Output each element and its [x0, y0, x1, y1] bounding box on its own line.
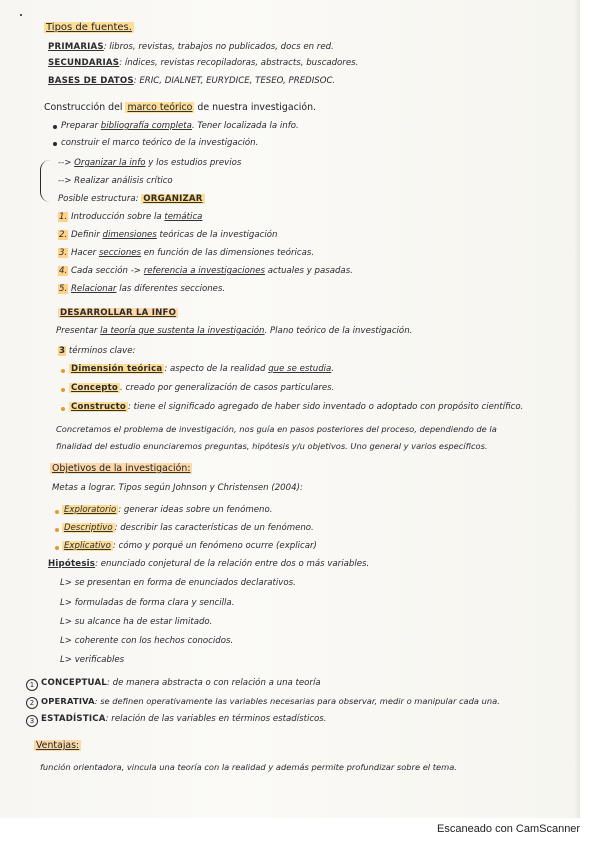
- term: Dimensión teórica: [71, 364, 163, 374]
- underlined: Relacionar: [70, 284, 117, 294]
- text: : describir las características de un fenómeno.: [114, 523, 314, 533]
- text: Introducción sobre la: [70, 212, 162, 222]
- line-finalidad: [56, 441, 488, 452]
- text: --> Realizar análisis crítico: [58, 176, 173, 186]
- line-metas: [52, 483, 303, 494]
- text: L> formuladas de forma clara y sencilla.: [60, 598, 235, 608]
- number: 5.: [59, 284, 68, 294]
- line-explicativo: [62, 541, 317, 552]
- bullet: [55, 510, 59, 514]
- text: en función de las dimensiones teóricas.: [143, 248, 315, 258]
- underlined: bibliografía completa: [100, 121, 192, 131]
- text: : aspecto de la realidad: [164, 364, 266, 374]
- camscanner-watermark: Escaneado con CamScanner: [437, 823, 581, 835]
- highlight: Ventajas:: [36, 740, 80, 751]
- text: : se definen operativamente las variables necesarias para observar, medir o manipular cada una.: [94, 696, 500, 706]
- text: : de manera abstracta o con relación a una teoría: [106, 678, 321, 688]
- text: Definir: [70, 230, 100, 240]
- number: 1.: [59, 212, 68, 222]
- list-item-5: [58, 284, 225, 295]
- bullet: [53, 142, 57, 146]
- text: L> su alcance ha de estar limitado.: [60, 617, 213, 627]
- text: Preparar: [61, 121, 99, 131]
- text: Posible estructura:: [58, 194, 139, 204]
- number: 3.: [59, 248, 68, 258]
- text: .: [331, 364, 335, 374]
- heading-tipos-fuentes: [44, 22, 134, 33]
- line-funcion-orientadora: [40, 762, 457, 773]
- heading-marco-teorico: [44, 102, 316, 113]
- line-presentar: [56, 326, 412, 337]
- text: . Tener localizada la info.: [191, 121, 299, 131]
- label-primarias: PRIMARIAS: [48, 42, 104, 52]
- underlined: dimensiones: [102, 230, 157, 240]
- text: : generar ideas sobre un fenómeno.: [118, 505, 273, 515]
- text: actuales y pasadas.: [267, 266, 353, 276]
- text: L> coherente con los hechos conocidos.: [60, 636, 234, 646]
- text: L> verificables: [60, 655, 125, 665]
- text: . Plano teórico de la investigación.: [264, 326, 413, 336]
- arrow: -->: [58, 158, 75, 168]
- text: de nuestra investigación.: [197, 102, 317, 113]
- line-conceptual: [41, 678, 321, 689]
- hipotesis-item-4: [60, 636, 233, 647]
- line-construir: [61, 138, 258, 149]
- text: las diferentes secciones.: [119, 284, 226, 294]
- list-item-1: [58, 212, 202, 223]
- text: construir el marco teórico de la investigación.: [61, 138, 259, 148]
- term: CONCEPTUAL: [41, 678, 107, 688]
- circled-number-1: 1: [26, 679, 38, 691]
- term: Explicativo: [64, 541, 111, 551]
- heading-ventajas: [34, 740, 81, 751]
- term: Hipótesis: [48, 559, 96, 569]
- text: Hacer: [70, 248, 97, 258]
- list-item-4: [58, 266, 353, 277]
- line-dimension-teorica: [69, 364, 334, 375]
- highlight: marco teórico: [127, 102, 193, 113]
- text: términos clave:: [68, 346, 136, 356]
- term: OPERATIVA: [41, 696, 95, 706]
- brace: [40, 160, 51, 202]
- heading-desarrollar: [58, 308, 178, 319]
- line-posible-estructura: [58, 194, 205, 205]
- bullet: [61, 369, 65, 373]
- text: : enunciado conjetural de la relación entre dos o más variables.: [95, 559, 370, 569]
- text: : índices, revistas recopiladoras, abstracts, buscadores.: [119, 58, 359, 68]
- text: : cómo y porqué un fenómeno ocurre (explicar): [112, 541, 317, 551]
- underlined: referencia a investigaciones: [143, 266, 265, 276]
- term: Descriptivo: [64, 523, 113, 533]
- label-secundarias: SECUNDARIAS: [48, 58, 120, 68]
- underlined: la teoría que sustenta la investigación: [100, 326, 265, 336]
- highlight: DESARROLLAR LA INFO: [60, 308, 177, 318]
- text: Metas a lograr. Tipos según Johnson y Christensen (2004):: [52, 483, 303, 493]
- text: finalidad del estudio enunciaremos preguntas, hipótesis y/u objetivos. Uno general y varios específicos.: [56, 441, 488, 451]
- line-descriptivo: [62, 523, 314, 534]
- hipotesis-item-3: [60, 617, 212, 628]
- term: Constructo: [71, 402, 127, 412]
- line-analisis-critico: [58, 176, 173, 187]
- text: : libros, revistas, trabajos no publicados, docs en red.: [103, 42, 334, 52]
- text: : relación de las variables en términos estadísticos.: [105, 714, 327, 724]
- line-hipotesis: [48, 559, 369, 570]
- page-mark: [20, 14, 22, 16]
- line-operativa: [41, 696, 500, 707]
- line-exploratorio: [62, 505, 273, 516]
- circled-number-3: 3: [26, 715, 38, 727]
- line-constructo: [69, 402, 523, 413]
- hipotesis-item-5: [60, 655, 124, 666]
- underlined: secciones: [98, 248, 142, 258]
- text: : tiene el significado agregado de haber sido inventado o adoptado con propósito científico.: [128, 402, 524, 412]
- line-secundarias: [48, 58, 358, 69]
- bullet: [55, 528, 59, 532]
- term: Concepto: [71, 383, 119, 393]
- text: teóricas de la investigación: [159, 230, 278, 240]
- hipotesis-item-1: [60, 578, 296, 589]
- line-organizar-info: [58, 158, 241, 169]
- heading-objetivos: [50, 463, 192, 474]
- line-concretamos: [56, 424, 497, 435]
- term: ESTADÍSTICA: [41, 714, 106, 724]
- number: 4.: [59, 266, 68, 276]
- text: Construcción del: [44, 102, 123, 113]
- bullet: [53, 125, 57, 129]
- line-concepto: [69, 383, 334, 394]
- highlight: Objetivos de la investigación:: [52, 463, 191, 474]
- list-item-2: [58, 230, 277, 241]
- underlined: Organizar la info: [74, 158, 146, 168]
- line-terminos-clave: [58, 346, 135, 357]
- line-preparar: [61, 121, 299, 132]
- line-primarias: [48, 42, 334, 53]
- line-estadistica: [41, 714, 327, 725]
- text: Presentar: [56, 326, 98, 336]
- bullet: [61, 388, 65, 392]
- text: L> se presentan en forma de enunciados declarativos.: [60, 578, 296, 588]
- bullet: [55, 546, 59, 550]
- highlight-organizar: ORGANIZAR: [143, 194, 203, 204]
- number: 2.: [59, 230, 68, 240]
- underlined: temática: [164, 212, 203, 222]
- text: . creado por generalización de casos particulares.: [120, 383, 335, 393]
- text: función orientadora, vincula una teoría con la realidad y además permite profundizar sobre el tema.: [40, 762, 457, 772]
- text: Cada sección ->: [70, 266, 141, 276]
- number: 3: [59, 346, 66, 356]
- line-bases-datos: [48, 76, 335, 87]
- list-item-3: [58, 248, 314, 259]
- bullet: [61, 407, 65, 411]
- text: y los estudios previos: [145, 158, 242, 168]
- hipotesis-item-2: [60, 598, 234, 609]
- text: : ERIC, DIALNET, EURYDICE, TESEO, PREDISOC.: [133, 76, 336, 86]
- underlined: que se estudia: [268, 364, 332, 374]
- text: Concretamos el problema de investigación, nos guía en pasos posteriores del proceso, dependiendo de la: [56, 424, 497, 434]
- circled-number-2: 2: [26, 697, 38, 709]
- term: Exploratorio: [64, 505, 117, 515]
- heading-text: Tipos de fuentes.: [46, 22, 132, 33]
- label-bases-datos: BASES DE DATOS: [48, 76, 134, 86]
